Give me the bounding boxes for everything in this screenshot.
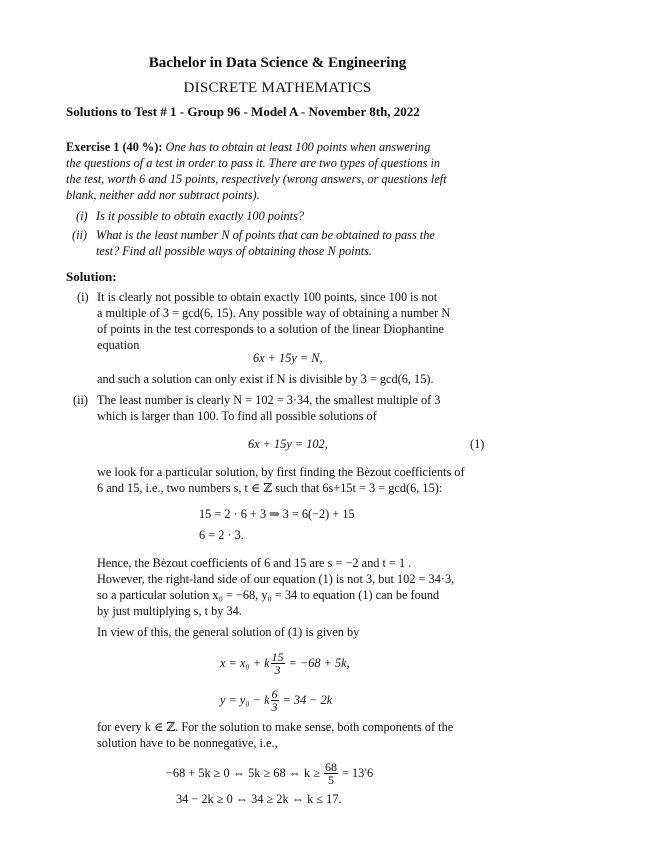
solution-line: by just multiplying s, t by 34. [97, 604, 242, 618]
inequality-2: 34 − 2k ≥ 0 ⇔ 34 ≥ 2k ⇔ k ≤ 17. [176, 792, 342, 806]
ineq-1-right: = 13′6 [342, 765, 374, 780]
solution-line: 6 and 15, i.e., two numbers s, t ∈ ℤ such that 6s+15t = 3 = gcd(6, 15): [97, 481, 443, 495]
question-text: Is it possible to obtain exactly 100 points? [96, 209, 305, 223]
course-title: DISCRETE MATHEMATICS [183, 80, 372, 96]
solution-line: so a particular solution x₀ = −68, y₀ = 34 to equation (1) can be found [97, 588, 440, 602]
part-marker: (i) [77, 290, 89, 304]
euclid-step-1: 15 = 2 · 6 + 3 ⇒ 3 = 6(−2) + 15 [199, 507, 355, 521]
fraction [324, 761, 338, 786]
fraction-numerator: 15 [271, 649, 284, 664]
solution-line: In view of this, the general solution of (1) is given by [97, 625, 360, 639]
solution-line: equation [97, 338, 140, 352]
main-equation: 6x + 15y = 102, [248, 437, 328, 451]
part-marker: (ii) [73, 393, 89, 407]
solution-line: However, the right-land side of our equation (1) is not 3, but 102 = 34·3, [97, 572, 455, 586]
gen-y-left: y = y₀ − k [220, 692, 270, 707]
general-solution-y [220, 682, 332, 718]
question-marker: (i) [76, 209, 88, 223]
gen-y-right: = 34 − 2k [282, 692, 333, 707]
exercise-intro-line: the questions of a test in order to pass it. There are two types of questions in [66, 156, 441, 170]
solution-line: of points in the test corresponds to a solution of the linear Diophantine [97, 322, 444, 336]
solution-line: solution have to be nonnegative, i.e., [97, 736, 278, 750]
euclid-step-2: 6 = 2 · 3. [199, 528, 244, 542]
exercise-intro-line: blank, neither add nor subtract points). [66, 188, 260, 202]
solution-line: The least number is clearly N = 102 = 3·34, the smallest multiple of 3 [97, 393, 441, 407]
inequality-1 [166, 755, 373, 791]
general-solution-x [220, 645, 350, 681]
gen-x-right: = −68 + 5k, [288, 655, 350, 670]
exercise-intro-line: One has to obtain at least 100 points when answering [165, 140, 431, 154]
solution-line: It is clearly not possible to obtain exactly 100 points, since 100 is not [97, 290, 438, 304]
exercise-label: Exercise 1 (40 %): [66, 140, 163, 154]
solution-line: which is larger than 100. To find all possible solutions of [97, 409, 377, 423]
program-title: Bachelor in Data Science & Engineering [148, 55, 407, 71]
equation-number: (1) [470, 437, 485, 451]
ineq-1-left: −68 + 5k ≥ 0 ⇔ 5k ≥ 68 ⇔ k ≥ [166, 765, 321, 780]
question-marker: (ii) [72, 228, 88, 242]
exercise-first-line [66, 140, 430, 155]
solution-line: for every k ∈ ℤ. For the solution to make sense, both components of the [97, 720, 454, 734]
solution-line: a multiple of 3 = gcd(6, 15). Any possible way of obtaining a number N [97, 306, 451, 320]
question-text: test? Find all possible ways of obtaining those N points. [96, 244, 373, 258]
fraction-denominator: 3 [271, 699, 278, 714]
fraction-denominator: 3 [274, 662, 281, 677]
fraction-numerator: 68 [325, 759, 338, 774]
fraction-numerator: 6 [271, 686, 278, 701]
solution-line: and such a solution can only exist if N is divisible by 3 = gcd(6, 15). [97, 372, 434, 386]
fraction-denominator: 5 [328, 772, 335, 787]
gen-x-left: x = x₀ + k [220, 655, 270, 670]
solution-line: we look for a particular solution, by first finding the Bèzout coefficients of [97, 465, 465, 479]
diophantine-equation: 6x + 15y = N, [253, 351, 323, 365]
question-text: What is the least number N of points that can be obtained to pass the [96, 228, 435, 242]
solution-line: Hence, the Bèzout coefficients of 6 and 15 are s = −2 and t = 1 . [97, 556, 412, 570]
fraction [271, 688, 279, 713]
fraction [271, 651, 285, 676]
exercise-intro-line: the test, worth 6 and 15 points, respectively (wrong answers, or questions left [66, 172, 447, 186]
test-subtitle: Solutions to Test # 1 - Group 96 - Model A - November 8th, 2022 [66, 104, 420, 119]
solution-heading: Solution: [66, 269, 117, 284]
